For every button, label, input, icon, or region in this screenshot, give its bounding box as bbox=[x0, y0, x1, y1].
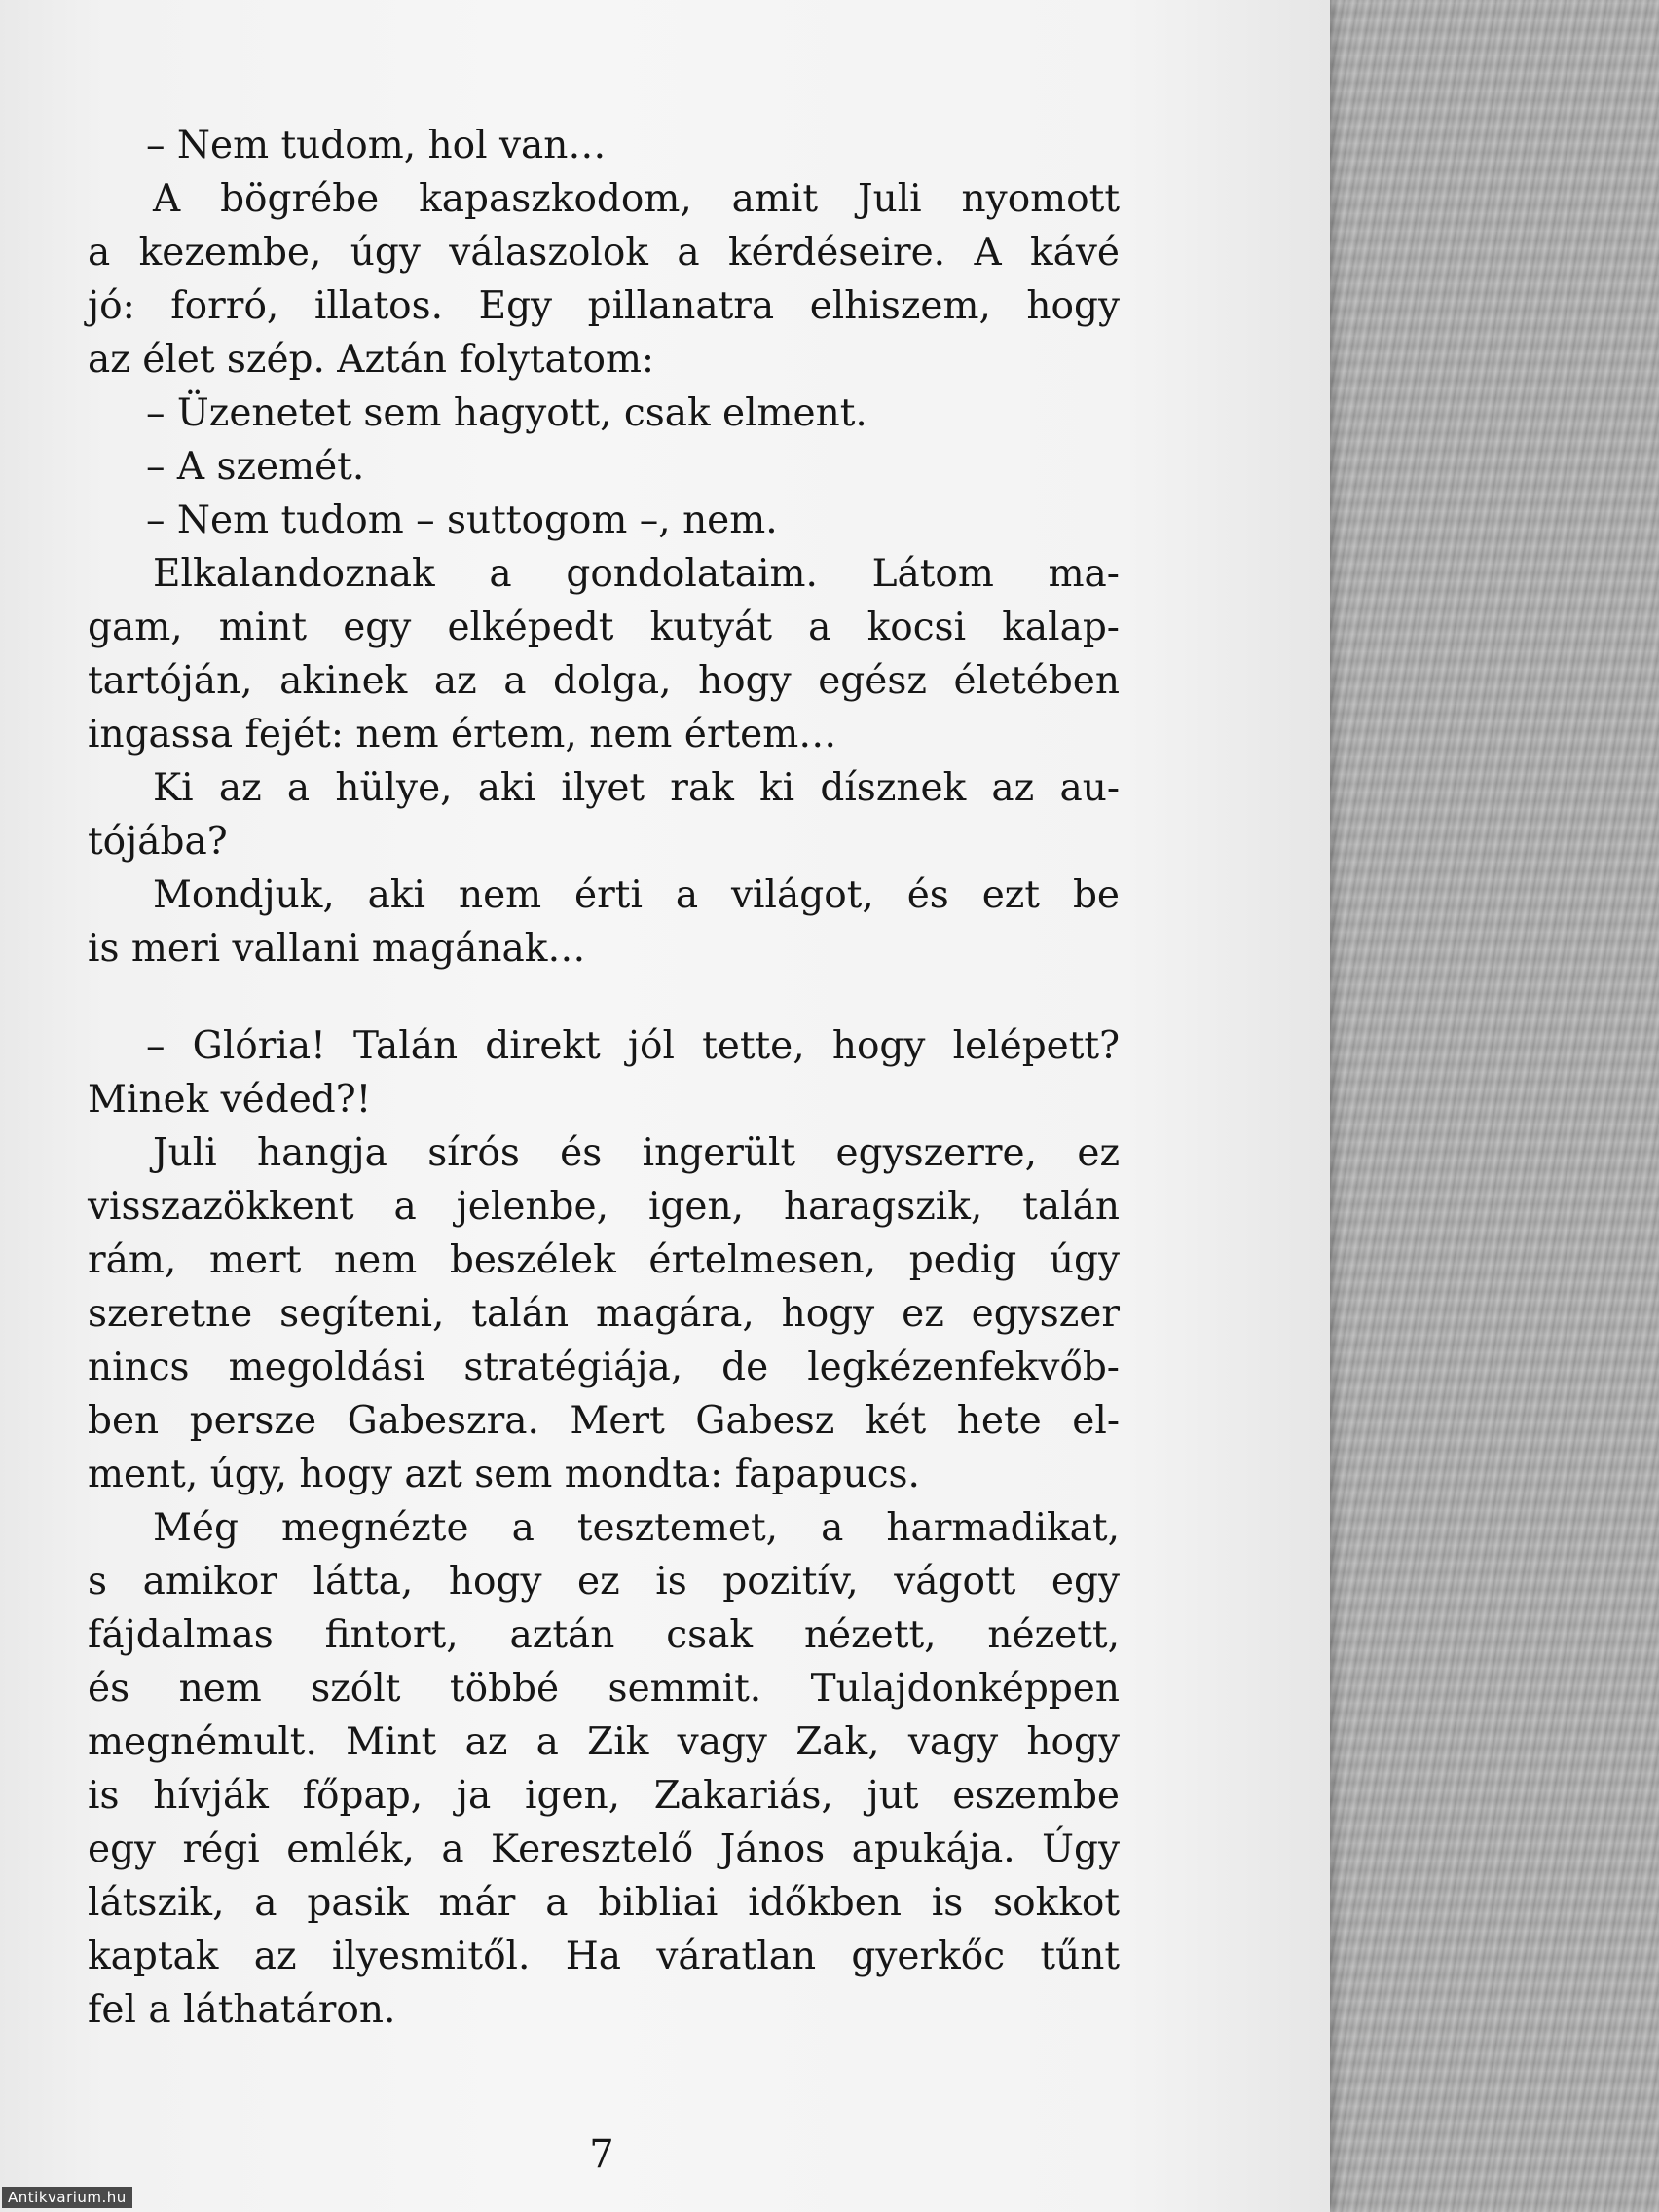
text-line: szeretne segíteni, talán magára, hogy ez egyszer bbox=[88, 1292, 1120, 1336]
text-line: Minek véded?! bbox=[88, 1078, 372, 1122]
text-line: – Nem tudom – suttogom –, nem. bbox=[146, 498, 778, 542]
text-line: fel a láthatáron. bbox=[88, 1988, 396, 2032]
text-line: – A szemét. bbox=[146, 445, 365, 489]
text-line: a kezembe, úgy válaszolok a kérdéseire. A kávé bbox=[88, 231, 1120, 275]
text-line: nincs megoldási stratégiája, de legkézenfekvőb- bbox=[88, 1346, 1120, 1389]
text-line: rám, mert nem beszélek értelmesen, pedig úgy bbox=[88, 1238, 1120, 1282]
text-line: Ki az a hülye, aki ilyet rak ki dísznek az au- bbox=[153, 766, 1120, 810]
background-texture bbox=[1330, 0, 1659, 2212]
text-line: tójába? bbox=[88, 820, 228, 864]
text-line: Juli hangja sírós és ingerült egyszerre, ez bbox=[153, 1131, 1120, 1175]
text-line: Még megnézte a tesztemet, a harmadikat, bbox=[153, 1506, 1120, 1550]
text-line: tartóján, akinek az a dolga, hogy egész életében bbox=[88, 659, 1120, 703]
text-line: látszik, a pasik már a bibliai időkben is sokkot bbox=[88, 1881, 1120, 1925]
watermark: Antikvarium.hu bbox=[2, 2187, 132, 2208]
text-line: Mondjuk, aki nem érti a világot, és ezt be bbox=[153, 873, 1120, 917]
text-line: ben persze Gabeszra. Mert Gabesz két hete el- bbox=[88, 1399, 1120, 1443]
text-line: ingassa fejét: nem értem, nem értem… bbox=[88, 713, 837, 756]
text-line: is hívják főpap, ja igen, Zakariás, jut eszembe bbox=[88, 1774, 1120, 1818]
text-line: az élet szép. Aztán folytatom: bbox=[88, 338, 655, 382]
text-line: is meri vallani magának… bbox=[88, 927, 586, 971]
text-line: fájdalmas fintort, aztán csak nézett, nézett, bbox=[88, 1613, 1120, 1657]
text-line: – Nem tudom, hol van… bbox=[146, 124, 607, 167]
text-line: kaptak az ilyesmitől. Ha váratlan gyerkőc tűnt bbox=[88, 1935, 1120, 1978]
text-line: visszazökkent a jelenbe, igen, haragszik, talán bbox=[88, 1185, 1120, 1229]
text-line: – Glória! Talán direkt jól tette, hogy lelépett? bbox=[146, 1024, 1120, 1068]
text-line: gam, mint egy elképedt kutyát a kocsi kalap- bbox=[88, 606, 1120, 649]
page-body-text bbox=[88, 119, 1120, 2037]
text-line: és nem szólt többé semmit. Tulajdonképpen bbox=[88, 1667, 1120, 1711]
text-line: egy régi emlék, a Keresztelő János apukája. Úgy bbox=[88, 1827, 1120, 1871]
text-line: Elkalandoznak a gondolataim. Látom ma- bbox=[153, 552, 1120, 596]
paragraph-gap bbox=[88, 976, 1120, 1019]
page-number: 7 bbox=[589, 2132, 614, 2177]
text-line: megnémult. Mint az a Zik vagy Zak, vagy hogy bbox=[88, 1720, 1120, 1764]
text-line: ment, úgy, hogy azt sem mondta: fapapucs. bbox=[88, 1453, 920, 1496]
text-line: jó: forró, illatos. Egy pillanatra elhiszem, hogy bbox=[88, 284, 1120, 328]
text-line: – Üzenetet sem hagyott, csak elment. bbox=[146, 391, 867, 435]
text-line: s amikor látta, hogy ez is pozitív, vágott egy bbox=[88, 1560, 1120, 1604]
text-line: A bögrébe kapaszkodom, amit Juli nyomott bbox=[153, 177, 1120, 221]
